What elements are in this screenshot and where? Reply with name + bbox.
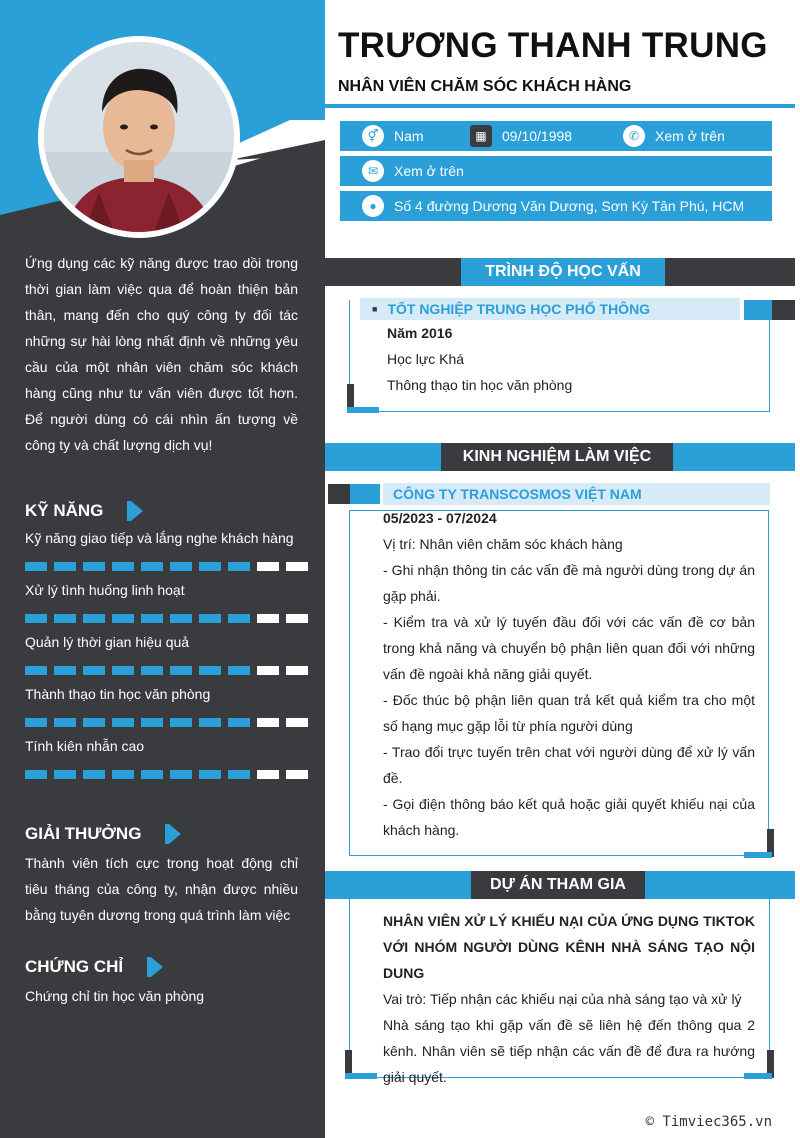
skills-heading [25, 501, 143, 521]
duty-item: - Kiểm tra và xử lý tuyến đầu đối với các vấn đề cơ bản trong khả năng và chuyển bộ phận liên quan đối với những vấn đề ngoài khả năng giải quyết. [383, 614, 755, 682]
skill-level-segment [170, 562, 192, 571]
skill-level-segment [25, 770, 47, 779]
gender-icon: ⚥ [362, 125, 384, 147]
skill-level-segment [199, 718, 221, 727]
skill-level-segment [228, 770, 250, 779]
experience-title: KINH NGHIỆM LÀM VIỆC [441, 443, 673, 471]
skill-level-segment [228, 718, 250, 727]
skills-title: KỸ NĂNG [25, 501, 104, 520]
skill-level-bar [25, 718, 310, 727]
skill-level-segment [112, 562, 134, 571]
skill-level-segment [83, 614, 105, 623]
skill-item [25, 686, 310, 727]
skill-level-segment [83, 770, 105, 779]
skill-level-bar [25, 666, 310, 675]
skill-level-segment [25, 562, 47, 571]
email-item [362, 160, 464, 182]
bullet-icon: ■ [372, 304, 378, 314]
education-band [325, 258, 795, 286]
arrow-right-icon [151, 957, 163, 977]
avatar [44, 42, 234, 232]
contact-row-2 [340, 156, 772, 186]
skill-level-segment [112, 666, 134, 675]
skill-level-segment [141, 718, 163, 727]
skill-item [25, 634, 310, 675]
skill-level-segment [170, 718, 192, 727]
candidate-role: NHÂN VIÊN CHĂM SÓC KHÁCH HÀNG [338, 78, 632, 95]
experience-details [383, 505, 755, 843]
projects-title: DỰ ÁN THAM GIA [471, 871, 645, 899]
education-title: TRÌNH ĐỘ HỌC VẤN [461, 258, 665, 286]
contact-row-3 [340, 191, 772, 221]
phone-item [623, 125, 725, 147]
skill-level-bar [25, 614, 310, 623]
skill-level-segment [170, 770, 192, 779]
skill-level-segment [228, 614, 250, 623]
gender-item [362, 125, 470, 147]
skill-level-segment [25, 718, 47, 727]
skill-level-segment [257, 718, 279, 727]
skill-label: Kỹ năng giao tiếp và lắng nghe khách hàng [25, 530, 294, 546]
project-role: Vai trò: Tiếp nhận các khiếu nại của nhà sáng tạo và xử lý [383, 991, 742, 1007]
skill-item [25, 738, 310, 779]
education-note: Thông thạo tin học văn phòng [387, 377, 573, 393]
skill-level-segment [141, 770, 163, 779]
dob-value: 09/10/1998 [502, 128, 573, 144]
skill-item [25, 582, 310, 623]
education-year: Năm 2016 [387, 325, 453, 341]
skill-level-segment [141, 614, 163, 623]
dob-item [470, 125, 623, 147]
skill-level-segment [83, 562, 105, 571]
education-grade: Học lực Khá [387, 351, 465, 367]
skill-level-segment [141, 666, 163, 675]
calendar-icon: ▦ [470, 125, 492, 147]
skill-level-segment [54, 666, 76, 675]
address-item [362, 195, 744, 217]
education-details [387, 320, 757, 398]
skill-level-segment [286, 614, 308, 623]
skill-label: Quản lý thời gian hiệu quả [25, 634, 190, 650]
project-name: NHÂN VIÊN XỬ LÝ KHIẾU NẠI CỦA ỨNG DỤNG TIKTOK VỚI NHÓM NGƯỜI DÙNG KÊNH NHÀ SÁNG TẠO NỘI DUNG [383, 913, 755, 981]
experience-duties [383, 557, 755, 843]
mail-icon: ✉ [362, 160, 384, 182]
title-underline [325, 104, 795, 108]
skill-level-segment [286, 562, 308, 571]
projects-band [325, 871, 795, 899]
duty-item: - Trao đổi trực tuyến trên chat với người dùng để xử lý vấn đề. [383, 744, 755, 786]
phone-icon: ✆ [623, 125, 645, 147]
experience-company: CÔNG TY TRANSCOSMOS VIỆT NAM [383, 483, 770, 505]
skill-level-segment [112, 770, 134, 779]
skill-level-segment [257, 614, 279, 623]
skill-level-segment [54, 770, 76, 779]
skill-label: Tính kiên nhẫn cao [25, 738, 145, 754]
awards-heading [25, 824, 181, 844]
skill-level-segment [83, 666, 105, 675]
skill-level-segment [25, 614, 47, 623]
skill-level-segment [199, 770, 221, 779]
skill-level-segment [141, 562, 163, 571]
project-desc: Nhà sáng tạo khi gặp vấn đề sẽ liên hệ đến thông qua 2 kênh. Nhân viên sẽ tiếp nhận các vấn đề để đưa ra hướng giải quyết. [383, 1017, 755, 1085]
skill-level-segment [112, 614, 134, 623]
duty-item: - Ghi nhận thông tin các vấn đề mà người dùng trong dự án gặp phải. [383, 562, 755, 604]
skill-level-segment [199, 562, 221, 571]
gender-value: Nam [394, 128, 424, 144]
experience-band [325, 443, 795, 471]
skill-level-segment [25, 666, 47, 675]
email-value: Xem ở trên [394, 163, 464, 179]
skill-level-segment [257, 562, 279, 571]
skill-level-segment [228, 666, 250, 675]
awards-text: Thành viên tích cực trong hoạt động chỉ tiêu tháng của công ty, nhận được nhiều bằng tuyên dương trong quá trình làm việc [25, 855, 298, 923]
certificates-title: CHỨNG CHỈ [25, 957, 124, 976]
skill-level-segment [54, 614, 76, 623]
duty-item: - Đốc thúc bộ phận liên quan trả kết quả kiểm tra cho một số hạng mục gặp lỗi từ phía người dùng [383, 692, 755, 734]
awards-title: GIẢI THƯỞNG [25, 824, 142, 843]
certificates-heading [25, 957, 163, 977]
skill-level-segment [170, 666, 192, 675]
project-details [383, 908, 755, 1090]
skill-level-bar [25, 562, 310, 571]
profile-summary: Ứng dụng các kỹ năng được trao dồi trong thời gian làm việc qua để hoàn thiện bản thân, mang đến cho quý công ty đối tác những sự hài lòng nhất định về những yêu cầu của một nhân viên chăm sóc khách hàng cũng như tư vấn viên được tốt hơn. Để người dùng có cái nhìn ấn tượng về công ty và chất lượng dịch vụ! [25, 255, 298, 453]
skill-label: Thành thạo tin học văn phòng [25, 686, 211, 702]
skill-level-segment [112, 718, 134, 727]
skill-level-bar [25, 770, 310, 779]
arrow-right-icon [169, 824, 181, 844]
education-school: TỐT NGHIỆP TRUNG HỌC PHỔ THÔNG [387, 301, 651, 317]
skill-level-segment [257, 666, 279, 675]
skill-level-segment [286, 666, 308, 675]
skill-level-segment [83, 718, 105, 727]
skill-level-segment [286, 770, 308, 779]
experience-position: Vị trí: Nhân viên chăm sóc khách hàng [383, 536, 623, 552]
skill-level-segment [54, 718, 76, 727]
skill-level-segment [257, 770, 279, 779]
candidate-name: TRƯƠNG THANH TRUNG [338, 26, 768, 65]
skill-level-segment [199, 666, 221, 675]
education-school-head [360, 298, 740, 320]
duty-item: - Gọi điện thông báo kết quả hoặc giải quyết khiếu nại của khách hàng. [383, 796, 755, 838]
footer-credit: © Timviec365.vn [645, 1114, 772, 1130]
skill-level-segment [228, 562, 250, 571]
contact-row-1 [340, 121, 772, 151]
skill-level-segment [199, 614, 221, 623]
phone-value: Xem ở trên [655, 128, 725, 144]
certificates-text: Chứng chỉ tin học văn phòng [25, 988, 205, 1004]
address-value: Số 4 đường Dương Văn Dương, Sơn Kỳ Tân Phú, HCM [394, 198, 745, 214]
experience-period: 05/2023 - 07/2024 [383, 510, 497, 526]
location-icon: ● [362, 195, 384, 217]
skill-level-segment [54, 562, 76, 571]
skill-level-segment [286, 718, 308, 727]
skill-item [25, 530, 310, 571]
skill-label: Xử lý tình huống linh hoạt [25, 582, 185, 598]
arrow-right-icon [131, 501, 143, 521]
skill-level-segment [170, 614, 192, 623]
